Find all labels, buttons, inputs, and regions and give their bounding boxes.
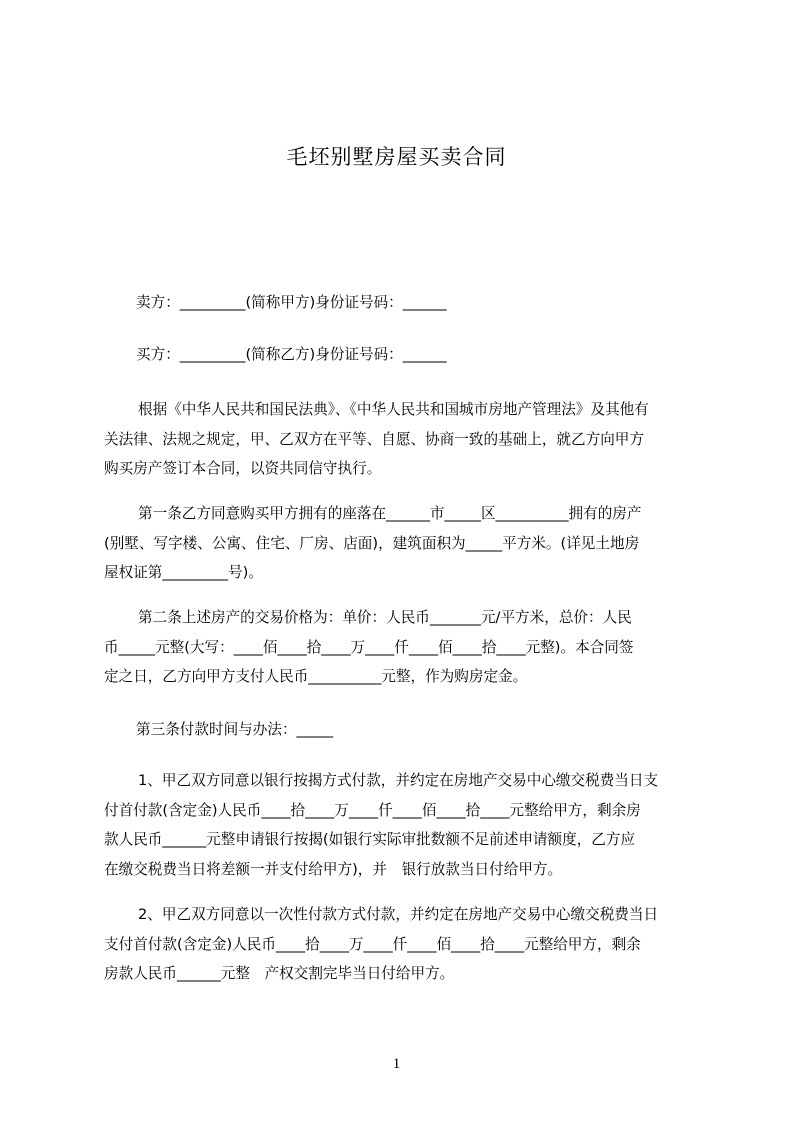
article-2-line-2: 币_____元整(大写：____佰____拾____万____仟____佰____拾____元整)。本合同签 xyxy=(104,638,634,656)
intro-paragraph xyxy=(104,395,716,484)
intro-line-1: 根据《中华人民共和国民法典》、《中华人民共和国城市房地产管理法》及其他有 xyxy=(138,401,649,418)
article-3-line: 第三条付款时间与办法：_____ xyxy=(136,721,334,738)
article-2-line-3: 定之日，乙方向甲方支付人民币__________元整，作为购房定金。 xyxy=(104,668,528,685)
clause-1-line-2: 付首付款(含定金)人民币____拾____万____仟____佰____拾____元整给甲方，剩余房 xyxy=(104,801,641,819)
page-number: 1 xyxy=(392,1056,401,1072)
buyer-line: 买方：_________(简称乙方)身份证号码：______ xyxy=(136,346,447,363)
article-2-paragraph xyxy=(104,603,716,692)
document-title: 毛坯别墅房屋买卖合同 xyxy=(286,145,507,169)
clause-1-paragraph xyxy=(104,766,716,884)
article-1-paragraph xyxy=(104,499,716,588)
clause-2-paragraph xyxy=(104,900,716,989)
article-1-line-3: 屋权证第_________号)。 xyxy=(104,564,263,581)
seller-line: 卖方：_________(简称甲方)身份证号码：______ xyxy=(136,294,447,311)
clause-2-line-1: 2、甲乙双方同意以一次性付款方式付款，并约定在房地产交易中心缴交税费当日 xyxy=(138,906,659,923)
clause-1-line-1: 1、甲乙双方同意以银行按揭方式付款，并约定在房地产交易中心缴交税费当日支 xyxy=(138,772,659,789)
intro-line-2: 关法律、法规之规定，甲、乙双方在平等、自愿、协商一致的基础上，就乙方向甲方 xyxy=(104,430,644,448)
intro-line-3: 购买房产签订本合同，以资共同信守执行。 xyxy=(104,460,382,477)
article-1-line-1: 第一条乙方同意购买甲方拥有的座落在______市_____区__________拥有的房产 xyxy=(138,505,642,522)
clause-1-line-3: 款人民币______元整申请银行按揭(如银行实际审批数额不足前述申请额度，乙方应 xyxy=(104,831,636,848)
article-2-line-1: 第二条上述房产的交易价格为：单价：人民币_______元/平方米，总价：人民 xyxy=(138,609,632,626)
clause-2-line-2: 支付首付款(含定金)人民币____拾____万____仟____佰____拾____元整给甲方，剩余 xyxy=(104,935,641,953)
article-1-line-2: (别墅、写字楼、公寓、住宅、厂房、店面)，建筑面积为_____平方米。(详见土地房 xyxy=(104,534,640,552)
clause-2-line-3: 房款人民币______元整 产权交割完毕当日付给甲方。 xyxy=(104,965,455,982)
clause-1-line-4: 在缴交税费当日将差额一并支付给甲方)，并 银行放款当日付给甲方。 xyxy=(104,860,563,878)
